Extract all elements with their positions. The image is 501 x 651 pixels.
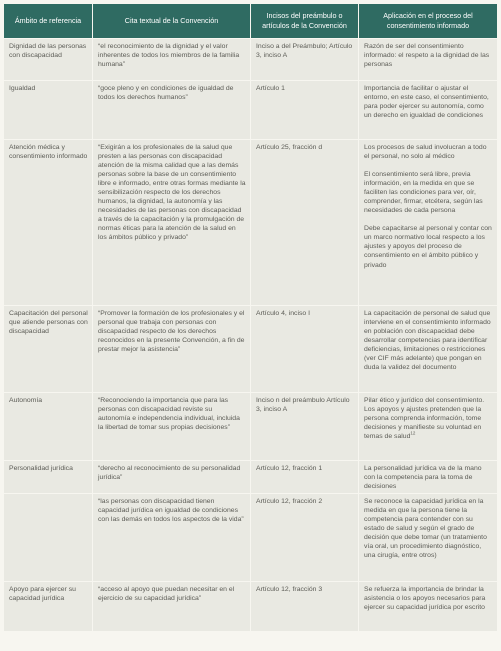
- cell-quote: “acceso al apoyo que puedan necesitar en el ejercicio de su capacidad jurídica”: [93, 582, 251, 632]
- cell-scope: Personalidad jurídica: [4, 461, 93, 494]
- cell-article: Artículo 25, fracción d: [251, 140, 359, 306]
- cell-quote: “Reconociendo la importancia que para las personas con discapacidad reviste su autonomía e independencia individual, incluida la libertad de tomar sus propias decisiones”: [93, 393, 251, 461]
- cell-quote: “Exigirán a los profesionales de la salud que presten a las personas con discapacidad atención de la misma calidad que a las demás personas sobre la base de un consentimiento libre e informado, entre otras formas mediante la sensibilización respecto de los derechos humanos, la dignidad, la autonomía y las necesidades de las personas con discapacidad a través de la capacitación y la promulgación de normas éticas para la atención de la salud en los ámbitos público y privado”: [93, 140, 251, 306]
- cell-scope: Apoyo para ejercer su capacidad jurídica: [4, 582, 93, 632]
- cell-article: Artículo 1: [251, 81, 359, 140]
- table-row: [4, 582, 498, 632]
- table-row: [4, 39, 498, 81]
- cell-quote: “el reconocimiento de la dignidad y el valor inherentes de todos los miembros de la familia humana”: [93, 39, 251, 81]
- table-row: [4, 140, 498, 306]
- cell-article: Artículo 12, fracción 3: [251, 582, 359, 632]
- cell-quote: “las personas con discapacidad tienen capacidad jurídica en igualdad de condiciones con las demás en todos los aspectos de la vida”: [93, 494, 251, 582]
- cell-application: La personalidad jurídica va de la mano con la competencia para la toma de decisiones: [359, 461, 498, 494]
- application-paragraph: El consentimiento será libre, previa información, en la medida en que se faciliten las condiciones para ver, oír, comprender, firmar, etcétera, según las necesidades de cada persona: [364, 171, 483, 215]
- header-application: Aplicación en el proceso del consentimiento informado: [359, 4, 498, 39]
- cell-application: Razón de ser del consentimiento informado: el respeto a la dignidad de las personas: [359, 39, 498, 81]
- cell-scope: Igualdad: [4, 81, 93, 140]
- table-row: [4, 306, 498, 393]
- cell-scope: Atención médica y consentimiento informado: [4, 140, 93, 306]
- cell-application: Se reconoce la capacidad jurídica en la medida en que la persona tiene la competencia para contender con su estado de salud y según el grado de decisión que debe tomar (un tratamiento vía oral, un procedimiento diagnóstico, una cirugía, entre otros): [359, 494, 498, 582]
- cell-scope: Capacitación del personal que atiende personas con discapacidad: [4, 306, 93, 393]
- footnote-marker: 12: [410, 430, 416, 436]
- cell-quote: “derecho al reconocimiento de su personalidad jurídica”: [93, 461, 251, 494]
- cell-quote: “goce pleno y en condiciones de igualdad de todos los derechos humanos”: [93, 81, 251, 140]
- cell-article: Inciso a del Preámbulo; Artículo 3, inciso A: [251, 39, 359, 81]
- cell-application: La capacitación de personal de salud que interviene en el consentimiento informado en población con discapacidad debe desarrollar competencias para identificar deficiencias, limitaciones o restricciones (ver CIF más adelante) que pongan en duda la validez del documento: [359, 306, 498, 393]
- cell-application: Importancia de facilitar o ajustar el entorno, en este caso, el consentimiento, para poder ejercer su autonomía, como un derecho en igualdad de condiciones: [359, 81, 498, 140]
- application-paragraph: Debe capacitarse al personal y contar con un marco normativo local respecto a los ajustes y apoyos del proceso de consentimiento en el ámbito público y privado: [364, 225, 492, 269]
- cell-article: Artículo 4, inciso I: [251, 306, 359, 393]
- table-row: [4, 461, 498, 494]
- cell-quote: “Promover la formación de los profesionales y el personal que trabaja con personas con discapacidad respecto de los derechos reconocidos en la presente Convención, a fin de prestar mejor la asistencia”: [93, 306, 251, 393]
- cell-application: Se refuerza la importancia de brindar la asistencia o los apoyos necesarios para ejercer su capacidad jurídica por escrito: [359, 582, 498, 632]
- table-row: [4, 81, 498, 140]
- cell-article: Inciso n del preámbulo Artículo 3, inciso A: [251, 393, 359, 461]
- convention-table: [3, 3, 498, 632]
- cell-scope-empty: [4, 494, 93, 582]
- table-row: [4, 494, 498, 582]
- cell-application: [359, 140, 498, 306]
- header-article: Incisos del preámbulo o artículos de la Convención: [251, 4, 359, 39]
- cell-application: [359, 393, 498, 461]
- table-row: [4, 393, 498, 461]
- table-header-row: [4, 4, 498, 39]
- application-paragraph: Los procesos de salud involucran a todo el personal, no solo al médico: [364, 144, 487, 161]
- application-text: Pilar ético y jurídico del consentimiento. Los apoyos y ajustes pretenden que la persona comprenda información, tome decisiones y manifieste su voluntad en temas de salud: [364, 397, 485, 441]
- cell-article: Artículo 12, fracción 1: [251, 461, 359, 494]
- cell-scope: Autonomía: [4, 393, 93, 461]
- cell-scope: Dignidad de las personas con discapacidad: [4, 39, 93, 81]
- cell-article: Artículo 12, fracción 2: [251, 494, 359, 582]
- header-quote: Cita textual de la Convención: [93, 4, 251, 39]
- header-scope: Ámbito de referencia: [4, 4, 93, 39]
